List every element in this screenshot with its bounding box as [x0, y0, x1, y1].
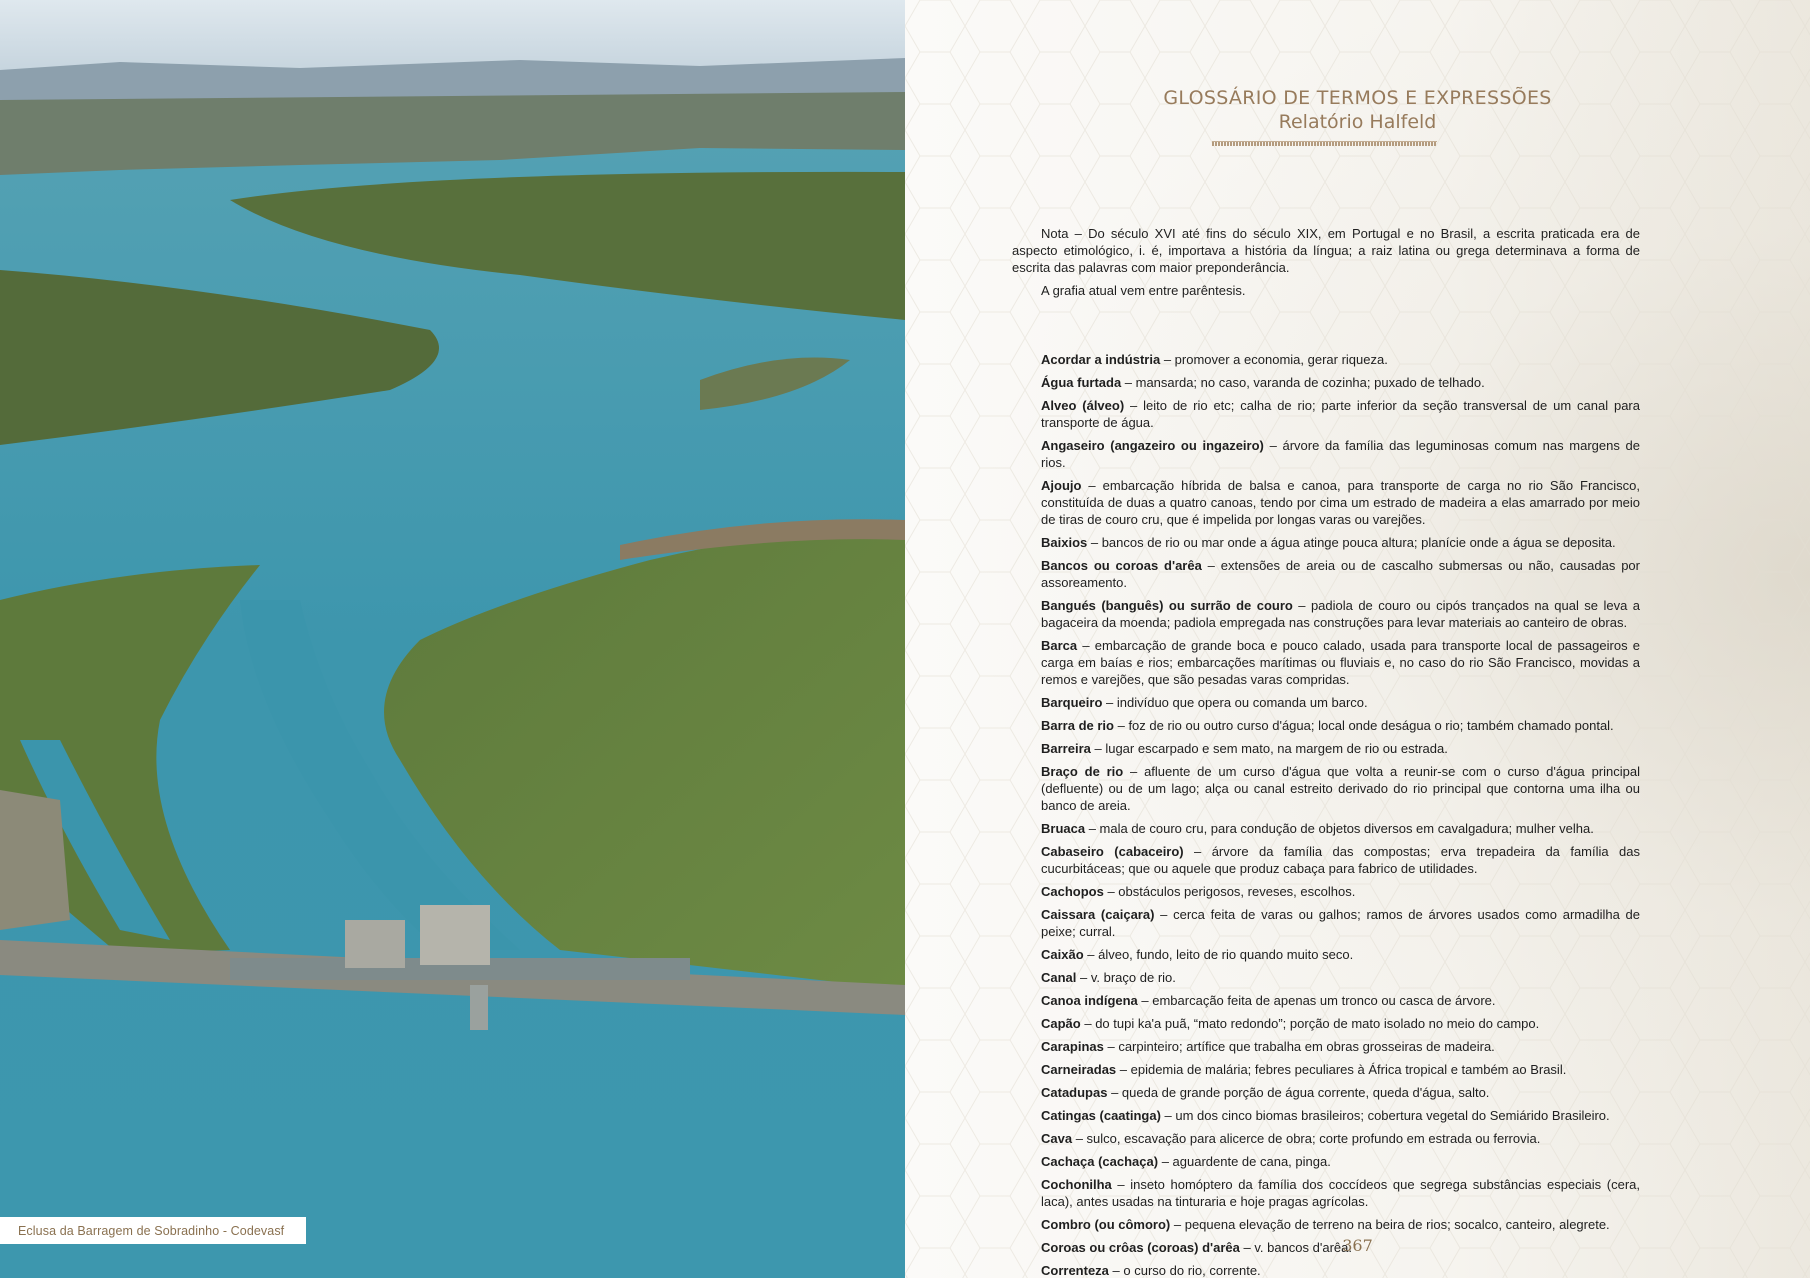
- glossary-entry: [1012, 1153, 1640, 1170]
- glossary-entry: [1012, 763, 1640, 814]
- glossary-body: [1012, 225, 1640, 1278]
- glossary-definition: – lugar escarpado e sem mato, na margem de rio ou estrada.: [1090, 741, 1448, 756]
- glossary-term: Carapinas: [1041, 1039, 1104, 1054]
- intro-note: Nota – Do século XVI até fins do século XIX, em Portugal e no Brasil, a escrita praticada era de aspecto etimológico, i. é, importava a história da língua; a raiz latina ou grega determinava a forma de escrita das palavras com maior preponderância.: [1012, 226, 1640, 275]
- glossary-entry: [1012, 694, 1640, 711]
- glossary-entry: [1012, 969, 1640, 986]
- glossary-definition: – epidemia de malária; febres peculiares à África tropical e também ao Brasil.: [1116, 1062, 1567, 1077]
- glossary-definition: – indivíduo que opera ou comanda um barco.: [1102, 695, 1368, 710]
- glossary-entry: [1012, 883, 1640, 900]
- photo-caption-box: [0, 1217, 306, 1244]
- glossary-entry: [1012, 740, 1640, 757]
- glossary-entry: [1012, 597, 1640, 631]
- glossary-definition: – queda de grande porção de água corrente, queda d'água, salto.: [1107, 1085, 1490, 1100]
- glossary-entry: [1012, 397, 1640, 431]
- glossary-entry: [1012, 374, 1640, 391]
- glossary-term: Canal: [1041, 970, 1077, 985]
- glossary-term: Água furtada: [1041, 375, 1122, 390]
- glossary-entry: [1012, 1107, 1640, 1124]
- glossary-term: Cachaça (cachaça): [1041, 1154, 1159, 1169]
- glossary-definition: – cerca feita de varas ou galhos; ramos de árvores usados como armadilha de peixe; curral.: [1041, 907, 1640, 939]
- glossary-term: Bangués (banguês) ou surrão de couro: [1041, 598, 1293, 613]
- glossary-term: Cochonilha: [1041, 1177, 1112, 1192]
- page-heading: [905, 86, 1810, 134]
- glossary-entry: [1012, 1038, 1640, 1055]
- glossary-definition: – afluente de um curso d'água que volta a reunir-se com o curso d'água principal (defluente) ou de um lago; alça ou canal estreito derivado do rio principal que contorna uma ilha ou banco de areia.: [1041, 764, 1640, 813]
- glossary-definition: – foz de rio ou outro curso d'água; local onde deságua o rio; também chamado pontal.: [1113, 718, 1614, 733]
- glossary-term: Caissara (caiçara): [1041, 907, 1155, 922]
- page-number: 367: [1342, 1236, 1373, 1255]
- glossary-entry: [1012, 534, 1640, 551]
- decorative-rule: [1212, 141, 1437, 146]
- glossary-term: Bancos ou coroas d'arêa: [1041, 558, 1202, 573]
- glossary-definition: – v. braço de rio.: [1076, 970, 1176, 985]
- glossary-term: Catingas (caatinga): [1041, 1108, 1161, 1123]
- page-subtitle: Relatório Halfeld: [1278, 111, 1437, 133]
- glossary-entry: [1012, 1262, 1640, 1278]
- glossary-entry: [1012, 1176, 1640, 1210]
- glossary-term: Acordar a indústria: [1041, 352, 1161, 367]
- glossary-term: Cachopos: [1041, 884, 1104, 899]
- glossary-definition: – mansarda; no caso, varanda de cozinha; puxado de telhado.: [1121, 375, 1485, 390]
- glossary-definition: – embarcação híbrida de balsa e canoa, para transporte de carga no rio São Francisco, constituída de duas a quatro canoas, tendo por cima um estrado de madeira a elas amarrado por meio de tiras de couro cru, que é impelida por longas varas ou varejões.: [1041, 478, 1640, 527]
- glossary-definition: – inseto homóptero da família dos coccídeos que segrega substâncias especiais (cera, laca), antes usadas na tinturaria e hoje pragas agrícolas.: [1041, 1177, 1640, 1209]
- glossary-term: Cava: [1041, 1131, 1073, 1146]
- glossary-definition: – mala de couro cru, para condução de objetos diversos em cavalgadura; mulher velha.: [1085, 821, 1594, 836]
- glossary-entry: [1012, 906, 1640, 940]
- glossary-term: Ajoujo: [1041, 478, 1082, 493]
- glossary-definition: – promover a economia, gerar riqueza.: [1160, 352, 1388, 367]
- glossary-definition: – obstáculos perigosos, reveses, escolhos.: [1103, 884, 1356, 899]
- glossary-term: Cabaseiro (cabaceiro): [1041, 844, 1184, 859]
- glossary-definition: – árvore da família das leguminosas comum nas margens de rios.: [1041, 438, 1640, 470]
- glossary-entry: [1012, 1061, 1640, 1078]
- glossary-definition: – v. bancos d'arêa.: [1239, 1240, 1352, 1255]
- glossary-term: Braço de rio: [1041, 764, 1124, 779]
- glossary-term: Barqueiro: [1041, 695, 1103, 710]
- page-title: GLOSSÁRIO DE TERMOS E EXPRESSÕES: [1163, 87, 1552, 109]
- glossary-entry: [1012, 437, 1640, 471]
- glossary-entry: [1012, 843, 1640, 877]
- glossary-definition: – embarcação de grande boca e pouco calado, usada para transporte local de passageiros e carga em baías e rios; embarcações marítimas ou fluviais e, no caso do rio São Francisco, movidas a remos e varejões, que são pesadas varas compridas.: [1041, 638, 1640, 687]
- glossary-term: Bruaca: [1041, 821, 1086, 836]
- glossary-entry: [1012, 992, 1640, 1009]
- glossary-term: Barca: [1041, 638, 1078, 653]
- spelling-note: A grafia atual vem entre parêntesis.: [1041, 283, 1246, 298]
- glossary-definition: – bancos de rio ou mar onde a água atinge pouca altura; planície onde a água se deposita.: [1087, 535, 1616, 550]
- glossary-definition: – o curso do rio, corrente.: [1108, 1263, 1261, 1278]
- glossary-definition: – sulco, escavação para alicerce de obra; corte profundo em estrada ou ferrovia.: [1072, 1131, 1541, 1146]
- glossary-term: Caixão: [1041, 947, 1084, 962]
- photo-caption: Eclusa da Barragem de Sobradinho - Codevasf: [18, 1223, 285, 1238]
- glossary-definition: – leito de rio etc; calha de rio; parte inferior da seção transversal de um canal para transporte de água.: [1041, 398, 1640, 430]
- glossary-definition: – do tupi ka'a puã, “mato redondo”; porção de mato isolado no meio do campo.: [1080, 1016, 1540, 1031]
- glossary-term: Capão: [1041, 1016, 1081, 1031]
- glossary-definition: – um dos cinco biomas brasileiros; cobertura vegetal do Semiárido Brasileiro.: [1160, 1108, 1610, 1123]
- glossary-definition: – extensões de areia ou de cascalho submersas ou não, causadas por assoreamento.: [1041, 558, 1640, 590]
- glossary-entry: [1012, 820, 1640, 837]
- glossary-term: Angaseiro (angazeiro ou ingazeiro): [1041, 438, 1264, 453]
- glossary-definition: – álveo, fundo, leito de rio quando muito seco.: [1083, 947, 1354, 962]
- glossary-definition: – aguardente de cana, pinga.: [1158, 1154, 1331, 1169]
- glossary-term: Correnteza: [1041, 1263, 1109, 1278]
- glossary-term: Alveo (álveo): [1041, 398, 1125, 413]
- glossary-term: Carneiradas: [1041, 1062, 1117, 1077]
- glossary-term: Catadupas: [1041, 1085, 1108, 1100]
- glossary-entry: [1012, 557, 1640, 591]
- glossary-term: Canoa indígena: [1041, 993, 1138, 1008]
- glossary-definition: – carpinteiro; artífice que trabalha em obras grosseiras de madeira.: [1103, 1039, 1495, 1054]
- glossary-definition: – pequena elevação de terreno na beira de rios; socalco, canteiro, alegrete.: [1170, 1217, 1610, 1232]
- glossary-entry: [1012, 1015, 1640, 1032]
- glossary-definition: – árvore da família das compostas; erva trepadeira da família das cucurbitáceas; que ou aquele que produz cabaça para fabrico de utilidades.: [1041, 844, 1640, 876]
- glossary-entry: [1012, 1084, 1640, 1101]
- glossary-page: [905, 0, 1810, 1278]
- glossary-entry: [1012, 946, 1640, 963]
- glossary-term: Coroas ou crôas (coroas) d'arêa: [1041, 1240, 1240, 1255]
- glossary-entry: [1012, 1216, 1640, 1233]
- glossary-entry: [1012, 477, 1640, 528]
- glossary-definition: – embarcação feita de apenas um tronco ou casca de árvore.: [1137, 993, 1496, 1008]
- glossary-term: Barra de rio: [1041, 718, 1114, 733]
- glossary-entry: [1012, 717, 1640, 734]
- glossary-entry: [1012, 637, 1640, 688]
- glossary-term: Combro (ou cômoro): [1041, 1217, 1171, 1232]
- glossary-term: Barreira: [1041, 741, 1091, 756]
- glossary-definition: – padiola de couro ou cipós trançados na qual se leva a bagaceira da moenda; padiola empregada nas construções para levar materiais ao canteiro de obras.: [1041, 598, 1640, 630]
- glossary-entry: [1012, 1130, 1640, 1147]
- glossary-term: Baixios: [1041, 535, 1088, 550]
- glossary-entry: [1012, 351, 1640, 368]
- glossary-entries: [1012, 351, 1640, 1278]
